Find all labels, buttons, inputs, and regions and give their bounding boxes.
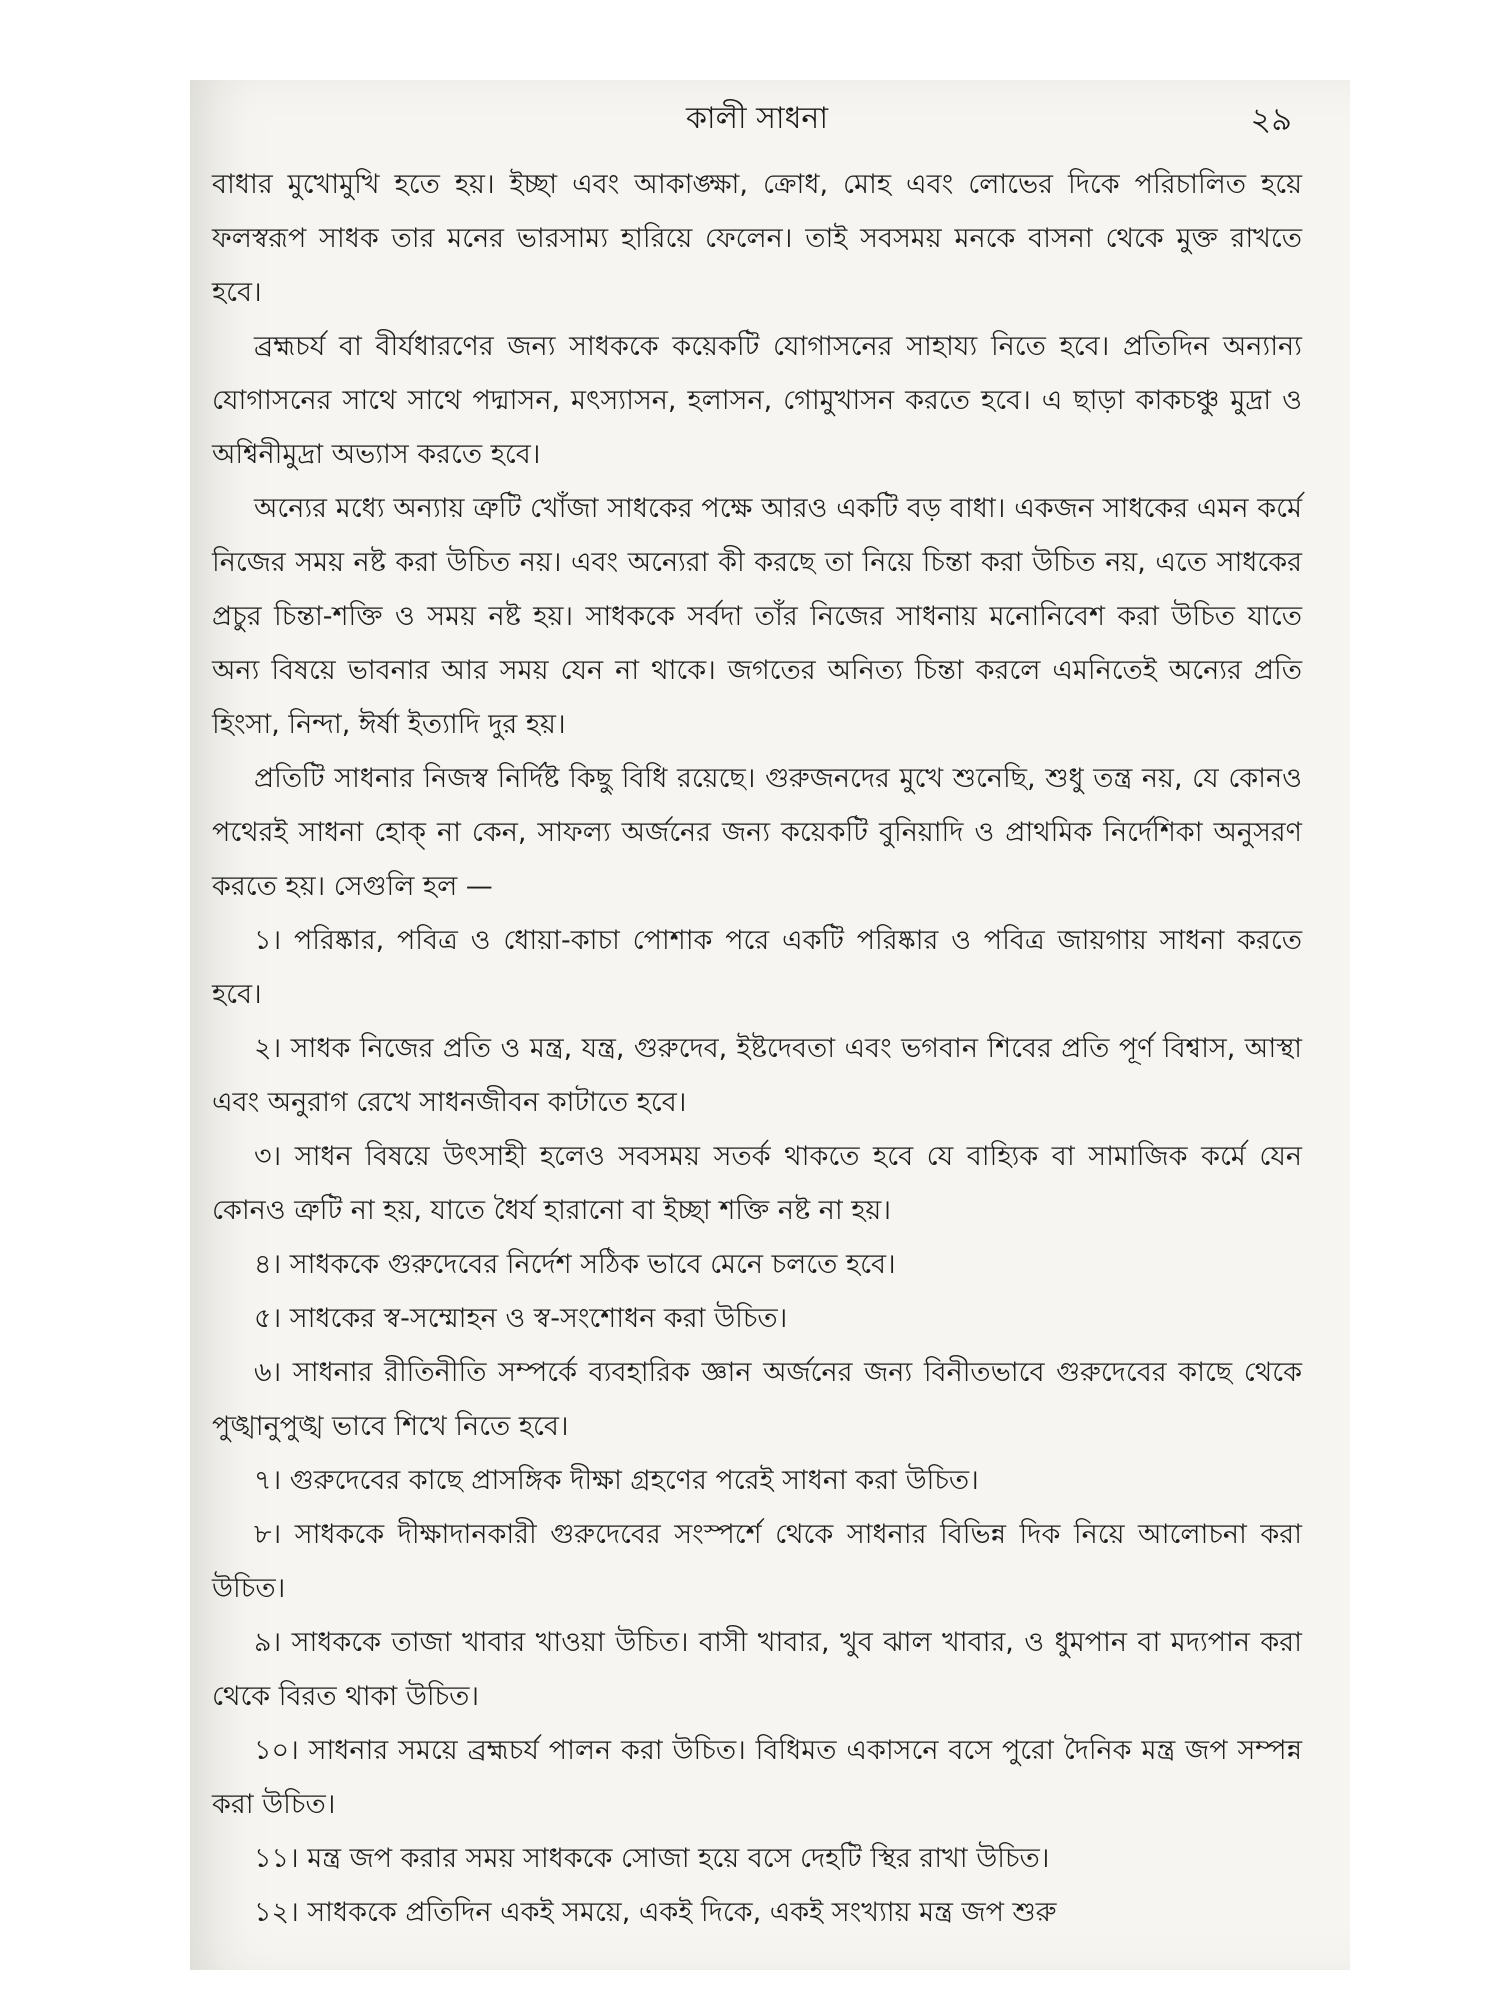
paragraph: অন্যের মধ্যে অন্যায় ত্রুটি খোঁজা সাধকের পক্ষে আরও একটি বড় বাধা। একজন সাধকের এমন কর্মে নিজের সময় নষ্ট করা উচিত নয়। এবং অন্যেরা কী করছে তা নিয়ে চিন্তা করা উচিত নয়, এতে সাধকের প্রচুর চিন্তা-শক্তি ও সময় নষ্ট হয়। সাধককে সর্বদা তাঁর নিজের সাধনায় মনোনিবেশ করা উচিত যাতে অন্য বিষয়ে ভাবনার আর সময় যেন না থাকে। জগতের অনিত্য চিন্তা করলে এমনিতেই অন্যের প্রতি হিংসা, নিন্দা, ঈর্ষা ইত্যাদি দুর হয়। bbox=[212, 493, 1302, 740]
list-item: ১২। সাধককে প্রতিদিন একই সময়ে, একই দিকে, একই সংখ্যায় মন্ত্র জপ শুরু bbox=[254, 1897, 1057, 1928]
list-item: ৩। সাধন বিষয়ে উৎসাহী হলেও সবসময় সতর্ক থাকতে হবে যে বাহ্যিক বা সামাজিক কর্মে যেন কোনও ত্রুটি না হয়, যাতে ধৈর্য হারানো বা ইচ্ছা শক্তি নষ্ট না হয়। bbox=[212, 1141, 1302, 1226]
list-item: ৮। সাধককে দীক্ষাদানকারী গুরুদেবের সংস্পর্শে থেকে সাধনার বিভিন্ন দিক নিয়ে আলোচনা করা উচিত। bbox=[212, 1519, 1302, 1604]
list-item: ৫। সাধকের স্ব-সম্মোহন ও স্ব-সংশোধন করা উচিত। bbox=[254, 1303, 788, 1334]
list-item: ৪। সাধককে গুরুদেবের নির্দেশ সঠিক ভাবে মেনে চলতে হবে। bbox=[254, 1249, 896, 1280]
list-item: ১১। মন্ত্র জপ করার সময় সাধককে সোজা হয়ে বসে দেহটি স্থির রাখা উচিত। bbox=[254, 1843, 1050, 1874]
paragraph: বাধার মুখোমুখি হতে হয়। ইচ্ছা এবং আকাঙ্ক্ষা, ক্রোধ, মোহ এবং লোভের দিকে পরিচালিত হয়ে ফলস্বরূপ সাধক তার মনের ভারসাম্য হারিয়ে ফেলেন। তাই সবসময় মনকে বাসনা থেকে মুক্ত রাখতে হবে। bbox=[212, 169, 1303, 308]
paragraph: প্রতিটি সাধনার নিজস্ব নির্দিষ্ট কিছু বিধি রয়েছে। গুরুজনদের মুখে শুনেছি, শুধু তন্ত্র নয়, যে কোনও পথেরই সাধনা হোক্ না কেন, সাফল্য অর্জনের জন্য কয়েকটি বুনিয়াদি ও প্রাথমিক নির্দেশিকা অনুসরণ করতে হয়। সেগুলি হল — bbox=[212, 763, 1302, 902]
page-body bbox=[212, 158, 1302, 1940]
list-item: ৯। সাধককে তাজা খাবার খাওয়া উচিত। বাসী খাবার, খুব ঝাল খাবার, ও ধুমপান বা মদ্যপান করা থেকে বিরত থাকা উচিত। bbox=[212, 1627, 1302, 1712]
list-item: ১। পরিষ্কার, পবিত্র ও ধোয়া-কাচা পোশাক পরে একটি পরিষ্কার ও পবিত্র জায়গায় সাধনা করতে হবে। bbox=[212, 925, 1302, 1010]
running-title: কালী সাধনা bbox=[685, 101, 829, 136]
paragraph: ব্রহ্মচর্য বা বীর্যধারণের জন্য সাধককে কয়েকটি যোগাসনের সাহায্য নিতে হবে। প্রতিদিন অন্যান্য যোগাসনের সাথে সাথে পদ্মাসন, মৎস্যাসন, হলাসন, গোমুখাসন করতে হবে। এ ছাড়া কাকচঞ্চু মুদ্রা ও অশ্বিনীমুদ্রা অভ্যাস করতে হবে। bbox=[212, 331, 1302, 470]
list-item: ৭। গুরুদেবের কাছে প্রাসঙ্গিক দীক্ষা গ্রহণের পরেই সাধনা করা উচিত। bbox=[254, 1465, 979, 1496]
list-item: ৬। সাধনার রীতিনীতি সম্পর্কে ব্যবহারিক জ্ঞান অর্জনের জন্য বিনীতভাবে গুরুদেবের কাছে থেকে পুঙ্খানুপুঙ্খ ভাবে শিখে নিতে হবে। bbox=[212, 1357, 1302, 1442]
page-header bbox=[212, 90, 1302, 150]
page-number: ২৯ bbox=[1250, 100, 1292, 138]
list-item: ২। সাধক নিজের প্রতি ও মন্ত্র, যন্ত্র, গুরুদেব, ইষ্টদেবতা এবং ভগবান শিবের প্রতি পূর্ণ বিশ্বাস, আস্থা এবং অনুরাগ রেখে সাধনজীবন কাটাতে হবে। bbox=[212, 1033, 1302, 1118]
list-item: ১০। সাধনার সময়ে ব্রহ্মচর্য পালন করা উচিত। বিধিমত একাসনে বসে পুরো দৈনিক মন্ত্র জপ সম্পন্ন করা উচিত। bbox=[212, 1735, 1302, 1820]
